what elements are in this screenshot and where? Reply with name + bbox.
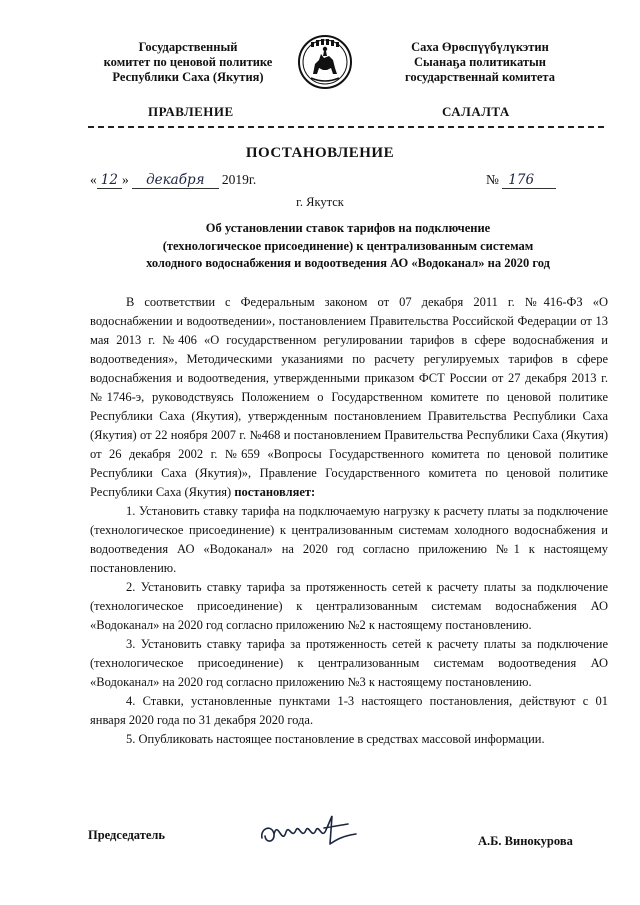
resolution-item-1: 1. Установить ставку тарифа на подключаемую нагрузку к расчету платы за подключение (технологическое присоединение) к централизованным системам холодного водоснабжения и водоотведения АО «Водоканал» на 2020 год согласно приложению №1 к настоящему постановлению. [90,504,608,575]
issuer-name-russian [88,40,288,85]
date-year: 2019г. [221,172,257,187]
resolution-item-3: 3. Установить ставку тарифа за протяженность сетей к расчету платы за подключение (технологическое присоединение) к централизованным системам водоотведения АО «Водоканал» на 2020 год согласно приложению №3 к настоящему постановлению. [90,637,608,689]
coat-of-arms-emblem [297,34,353,90]
document-number [486,172,556,188]
subject-line: (технологическое присоединение) к централизованным системам [162,238,534,253]
document-date [90,172,256,188]
resolution-item-5: 5. Опубликовать настоящее постановление в средствах массовой информации. [126,732,545,746]
subject-line: Об установлении ставок тарифов на подключение [205,221,491,235]
document-title: ПОСТАНОВЛЕНИЕ [245,145,395,161]
document-body [90,293,608,749]
resolution-item-4: 4. Ставки, установленные пунктами 1-3 настоящего постановления, действуют с 01 января 2020 года по 31 декабря 2020 года. [90,694,608,727]
preamble-text: В соответствии с Федеральным законом от 07 декабря 2011 г. №416-ФЗ «О водоснабжении и водоотведении», постановлением Правительства Российской Федерации от 13 мая 2013 г. №406 «О государственном регулировании тарифов в сфере водоснабжения и водоотведения», Методическими указаниями по расчету регулируемых тарифов в сфере водоснабжения и водоотведения, утвержденными приказом ФСТ России от 27 декабря 2013 г. №1746-э, руководствуясь Положением о Государственном комитете по ценовой политике Республики Саха (Якутия), утвержденным постановлением Правительства Республики Саха (Якутия) от 22 ноября 2007 г. №468 и постановлением Правительства Республики Саха (Якутия) от 26 декабря 2002 г. №659 «Вопросы Государственного комитета по ценовой политике Республики Саха (Якутия)», Правление Государственного комитета по ценовой политике Республики Саха (Якутия) [90,295,608,499]
document-city: г. Якутск [296,195,344,209]
issuer-name-yakut [380,40,580,85]
date-open-quote: « [90,172,97,187]
subject-line: холодного водоснабжения и водоотведения АО «Водоканал» на 2020 год [146,256,550,270]
date-day: 12 [97,172,122,189]
issuer-line: Республики Саха (Якутия) [112,70,264,84]
issuer-line: государственнай комитета [405,70,555,84]
issuer-line: комитет по ценовой политике [103,55,273,69]
board-label-yakut: САЛАЛТА [442,104,510,119]
handwritten-signature [256,810,366,852]
resolution-item-2: 2. Установить ставку тарифа за протяженность сетей к расчету платы за подключение (технологическое присоединение) к централизованным системам водоснабжения АО «Водоканал» на 2020 год согласно приложению №2 к настоящему постановлению. [90,580,608,632]
number-prefix: № [486,172,499,187]
signatory-title: Председатель [88,828,166,842]
board-label-russian: ПРАВЛЕНИЕ [148,104,234,119]
signatory-name: А.Б. Винокурова [478,834,573,848]
issuer-line: Государственный [138,40,238,54]
issuer-line: Сыанаҕа политикатын [414,55,546,69]
date-close-quote: » [121,172,129,187]
issuer-line: Саха Өрөспүүбүлүкэтин [411,40,549,54]
document-subject [90,220,606,273]
date-month: декабря [132,172,218,189]
preamble-paragraph [90,293,608,502]
number-value: 176 [502,172,556,189]
preamble-resolves: постановляет: [234,485,316,499]
header-divider [88,126,604,128]
